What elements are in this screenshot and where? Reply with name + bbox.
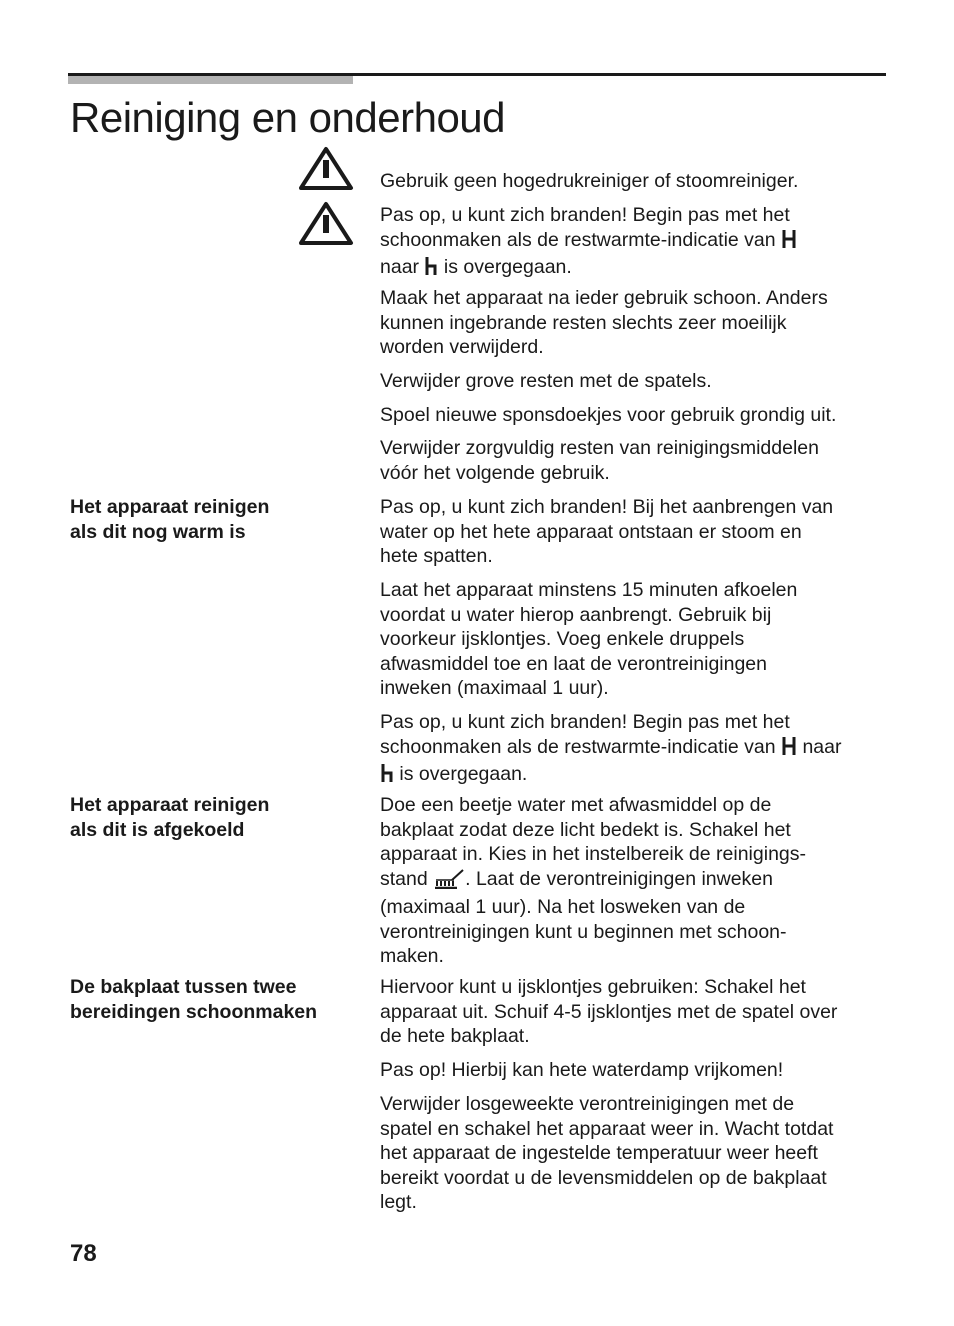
cooled-paragraph: Doe een beetje water met afwasmiddel op de bakplaat zodat deze licht bedekt is. Schakel het apparaat in. Kies in het instelbereik de reinigings- stand . Laat de verontreinigingen inweken (maximaal 1 uur). Na het losweken van de verontreinigingen kunt u beginnen met schoon- maken. xyxy=(380,794,807,967)
safety-paragraph-5: Spoel nieuwe sponsdoekjes voor gebruik grondig uit. xyxy=(380,404,837,426)
between-paragraph-2: Pas op! Hierbij kan hete waterdamp vrijkomen! xyxy=(380,1059,784,1081)
page-number: 78 xyxy=(70,1240,97,1267)
section-heading-between: De bakplaat tussen twee bereidingen schoonmaken xyxy=(70,976,318,1023)
page-title: Reiniging en onderhoud xyxy=(70,94,506,141)
residual-heat-high-icon xyxy=(781,229,797,256)
safety-paragraph-6: Verwijder zorgvuldig resten van reinigingsmiddelen vóór het volgende gebruik. xyxy=(380,437,819,484)
warning-triangle-icon xyxy=(298,145,354,195)
section-heading-cooled: Het apparaat reinigen als dit is afgekoeld xyxy=(70,794,270,841)
header-rule-gray xyxy=(68,76,353,84)
residual-heat-high-icon xyxy=(781,736,797,763)
cleaning-setting-icon xyxy=(433,869,465,896)
residual-heat-low-icon xyxy=(424,256,438,283)
warm-paragraph-1: Pas op, u kunt zich branden! Bij het aanbrengen van water op het hete apparaat ontstaan er stoom en hete spatten. xyxy=(380,496,834,567)
section-heading-warm: Het apparaat reinigen als dit nog warm is xyxy=(70,496,270,543)
warm-paragraph-2: Laat het apparaat minstens 15 minuten afkoelen voordat u water hierop aanbrengt. Gebruik bij voorkeur ijsklontjes. Voeg enkele druppels afwasmiddel toe en laat de verontreinigingen inweken (maximaal 1 uur). xyxy=(380,579,798,699)
safety-paragraph-2: Pas op, u kunt zich branden! Begin pas met het schoonmaken als de restwarmte-indicatie van naar is overgegaan. xyxy=(380,203,886,283)
safety-paragraph-4: Verwijder grove resten met de spatels. xyxy=(380,370,712,392)
residual-heat-low-icon xyxy=(380,763,394,790)
warm-paragraph-3: Pas op, u kunt zich branden! Begin pas met het schoonmaken als de restwarmte-indicatie van naar is overgegaan. xyxy=(380,710,886,790)
warning-triangle-icon xyxy=(298,200,354,250)
safety-paragraph-1: Gebruik geen hogedrukreiniger of stoomreiniger. xyxy=(380,170,799,192)
between-paragraph-3: Verwijder losgeweekte verontreinigingen met de spatel en schakel het apparaat weer in. Wacht totdat het apparaat de ingestelde temperatuur weer heeft bereikt voordat u de levensmiddelen op de bakplaat legt. xyxy=(380,1093,834,1213)
safety-paragraph-3: Maak het apparaat na ieder gebruik schoon. Anders kunnen ingebrande resten slechts zeer moeilijk worden verwijderd. xyxy=(380,287,828,358)
between-paragraph-1: Hiervoor kunt u ijsklontjes gebruiken: Schakel het apparaat uit. Schuif 4-5 ijsklontjes met de spatel over de hete bakplaat. xyxy=(380,976,838,1047)
